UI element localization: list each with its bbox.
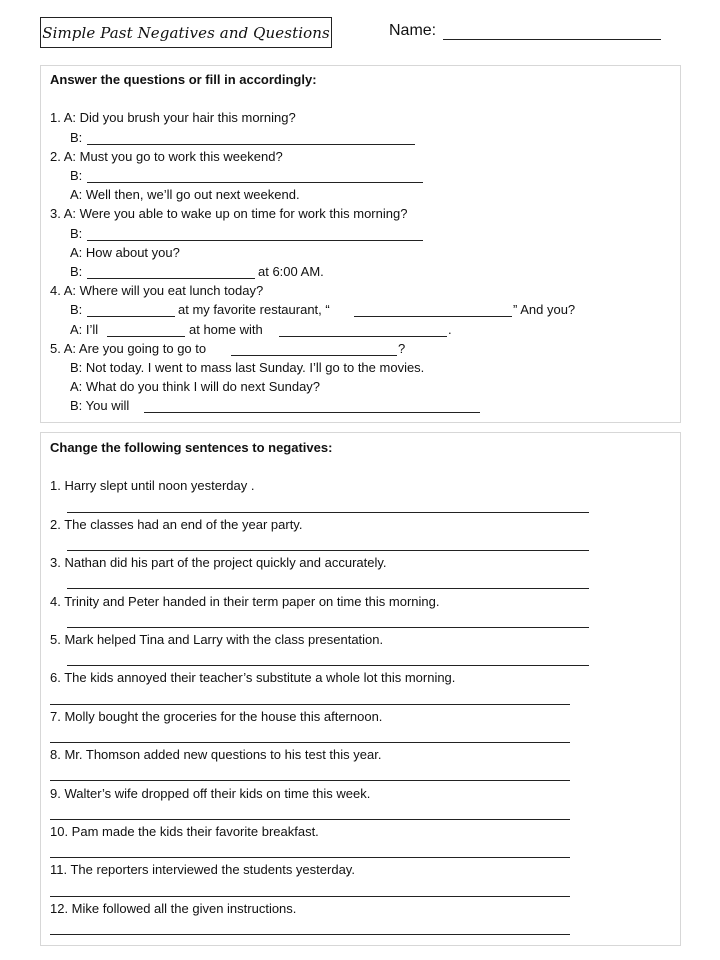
- name-answer-line[interactable]: [443, 39, 661, 40]
- q5-response: B: Not today. I went to mass last Sunday. I’ll go to the movies.: [70, 360, 425, 375]
- q2-answer-label: B:: [70, 168, 83, 183]
- section1-heading: Answer the questions or fill in accordingly:: [50, 72, 317, 87]
- sentence-5-answer-line[interactable]: [67, 665, 589, 666]
- q4-followup-end: .: [448, 322, 452, 337]
- q4-followup-line-1[interactable]: [107, 336, 185, 337]
- q2-prompt: 2. A: Must you go to work this weekend?: [50, 149, 283, 164]
- q5-prompt-line[interactable]: [231, 355, 397, 356]
- sentence-4-answer-line[interactable]: [67, 627, 589, 628]
- sentence-3-answer-line[interactable]: [67, 588, 589, 589]
- q3-answer2-line[interactable]: [87, 278, 255, 279]
- q5-prompt-end: ?: [398, 341, 406, 356]
- q4-followup-mid: at home with: [189, 322, 263, 337]
- q4-answer-end: ” And you?: [513, 302, 576, 317]
- sentence-8-answer-line[interactable]: [50, 780, 570, 781]
- q1-answer-line[interactable]: [87, 144, 415, 145]
- q2-followup: A: Well then, we’ll go out next weekend.: [70, 187, 300, 202]
- sentence-10: 10. Pam made the kids their favorite breakfast.: [50, 824, 319, 839]
- sentence-2: 2. The classes had an end of the year party.: [50, 517, 303, 532]
- sentence-7-answer-line[interactable]: [50, 742, 570, 743]
- sentence-7: 7. Molly bought the groceries for the house this afternoon.: [50, 709, 383, 724]
- sentence-2-answer-line[interactable]: [67, 550, 589, 551]
- q3-answer2-end: at 6:00 AM.: [258, 264, 324, 279]
- q5-followup: A: What do you think I will do next Sunday?: [70, 379, 321, 394]
- sentence-4: 4. Trinity and Peter handed in their term paper on time this morning.: [50, 594, 440, 609]
- worksheet-title: Simple Past Negatives and Questions: [40, 17, 332, 48]
- q4-prompt: 4. A: Where will you eat lunch today?: [50, 283, 264, 298]
- q5-prompt: 5. A: Are you going to go to: [50, 341, 207, 356]
- q3-answer-label: B:: [70, 226, 83, 241]
- q4-answer-mid: at my favorite restaurant, “: [178, 302, 330, 317]
- sentence-8: 8. Mr. Thomson added new questions to his test this year.: [50, 747, 382, 762]
- q3-prompt: 3. A: Were you able to wake up on time for work this morning?: [50, 206, 408, 221]
- sentence-5: 5. Mark helped Tina and Larry with the class presentation.: [50, 632, 384, 647]
- negatives-panel: [40, 432, 681, 946]
- q2-answer-line[interactable]: [87, 182, 423, 183]
- q5-answer-label: B: You will: [70, 398, 130, 413]
- sentence-11: 11. The reporters interviewed the students yesterday.: [50, 862, 355, 877]
- sentence-3: 3. Nathan did his part of the project quickly and accurately.: [50, 555, 387, 570]
- q1-answer-label: B:: [70, 130, 83, 145]
- q3-answer-line[interactable]: [87, 240, 423, 241]
- sentence-12: 12. Mike followed all the given instructions.: [50, 901, 297, 916]
- q5-answer-line[interactable]: [144, 412, 480, 413]
- sentence-6-answer-line[interactable]: [50, 704, 570, 705]
- sentence-11-answer-line[interactable]: [50, 896, 570, 897]
- sentence-9: 9. Walter’s wife dropped off their kids on time this week.: [50, 786, 371, 801]
- sentence-10-answer-line[interactable]: [50, 857, 570, 858]
- q4-answer-line-1[interactable]: [87, 316, 175, 317]
- sentence-12-answer-line[interactable]: [50, 934, 570, 935]
- sentence-1: 1. Harry slept until noon yesterday .: [50, 478, 255, 493]
- q4-answer-label: B:: [70, 302, 83, 317]
- sentence-9-answer-line[interactable]: [50, 819, 570, 820]
- q4-answer-line-2[interactable]: [354, 316, 512, 317]
- sentence-6: 6. The kids annoyed their teacher’s substitute a whole lot this morning.: [50, 670, 456, 685]
- questions-panel: [40, 65, 681, 423]
- sentence-1-answer-line[interactable]: [67, 512, 589, 513]
- q3-answer2-label: B:: [70, 264, 83, 279]
- q3-followup: A: How about you?: [70, 245, 180, 260]
- q1-prompt: 1. A: Did you brush your hair this morning?: [50, 110, 296, 125]
- name-label: Name:: [389, 22, 437, 39]
- section2-heading: Change the following sentences to negatives:: [50, 440, 333, 455]
- q4-followup-line-2[interactable]: [279, 336, 447, 337]
- q4-followup: A: I’ll: [70, 322, 99, 337]
